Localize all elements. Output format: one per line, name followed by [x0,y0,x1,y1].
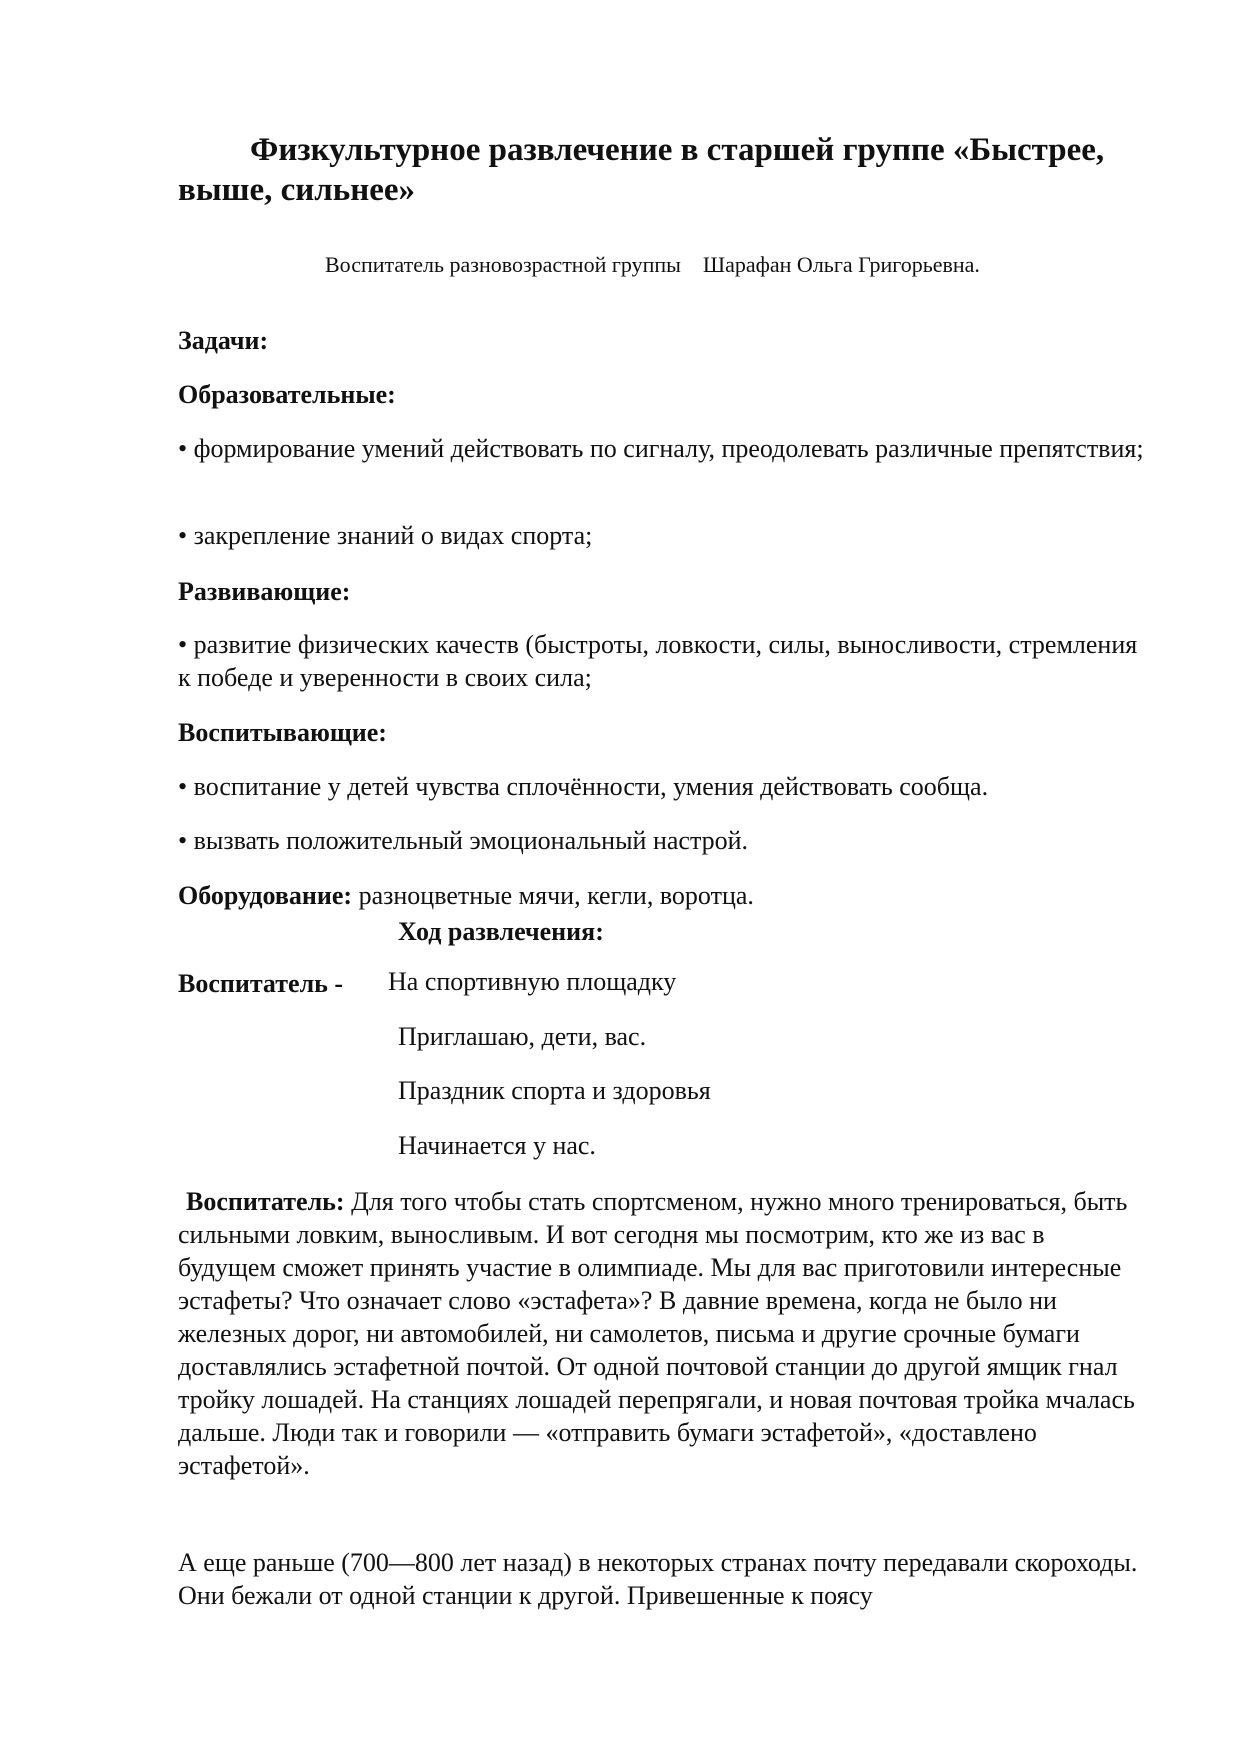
educational-heading: Образовательные: [178,380,396,409]
teacher-label: Воспитатель - [178,969,344,998]
equipment-line [178,879,1148,912]
educational-item: • формирование умений действовать по сигналу, преодолевать различные препятствия; [178,434,1144,463]
poem-line: Начинается у нас. [398,1131,596,1160]
developing-heading: Развивающие: [178,577,351,606]
speech-label: Воспитатель: [186,1187,345,1216]
course-heading: Ход развлечения: [398,917,604,946]
author-line: Воспитатель разновозрастной группы Шарафан Ольга Григорьевна. [325,252,980,277]
equipment-label: Оборудование: [178,881,353,910]
tasks-heading: Задачи: [178,326,269,355]
poem-line: На спортивную площадку [388,967,677,996]
poem-line: Праздник спорта и здоровья [398,1076,711,1105]
last-paragraph: А еще раньше (700—800 лет назад) в некоторых странах почту передавали скороходы. Они бежали от одной станции к другой. Привешенные к поясу [178,1548,1138,1610]
document-title: Физкультурное развлечение в старшей группе «Быстрее, выше, сильнее» [178,132,1105,208]
speech-text: Для того чтобы стать спортсменом, нужно много тренироваться, быть сильными ловким, выносливым. И вот сегодня мы посмотрим, кто же из вас в будущем сможет принять участие в олимпиаде. Мы для вас приготовили интересные эстафеты? Что означает слово «эстафета»? В давние времена, когда не было ни железных дорог, ни автомобилей, ни самолетов, письма и другие срочные бумаги доставлялись эстафетной почтой. От одной почтовой станции до другой ямщик гнал тройку лошадей. На станциях лошадей перепрягали, и новая почтовая тройка мчалась дальше. Люди так и говорили — «отправить бумаги эстафетой», «доставлено эстафетой». [178,1187,1135,1480]
teacher-speech [178,1185,1148,1482]
developing-item: • развитие физических качеств (быстроты, ловкости, силы, выносливости, стремления к победе и уверенности в своих сила; [178,630,1138,692]
upbringing-item: • воспитание у детей чувства сплочённости, умения действовать сообща. [178,772,989,801]
upbringing-item: • вызвать положительный эмоциональный настрой. [178,826,749,855]
equipment-text: разноцветные мячи, кегли, воротца. [352,881,754,910]
upbringing-heading: Воспитывающие: [178,718,387,747]
educational-item: • закрепление знаний о видах спорта; [178,521,593,550]
poem-line: Приглашаю, дети, вас. [398,1022,647,1051]
